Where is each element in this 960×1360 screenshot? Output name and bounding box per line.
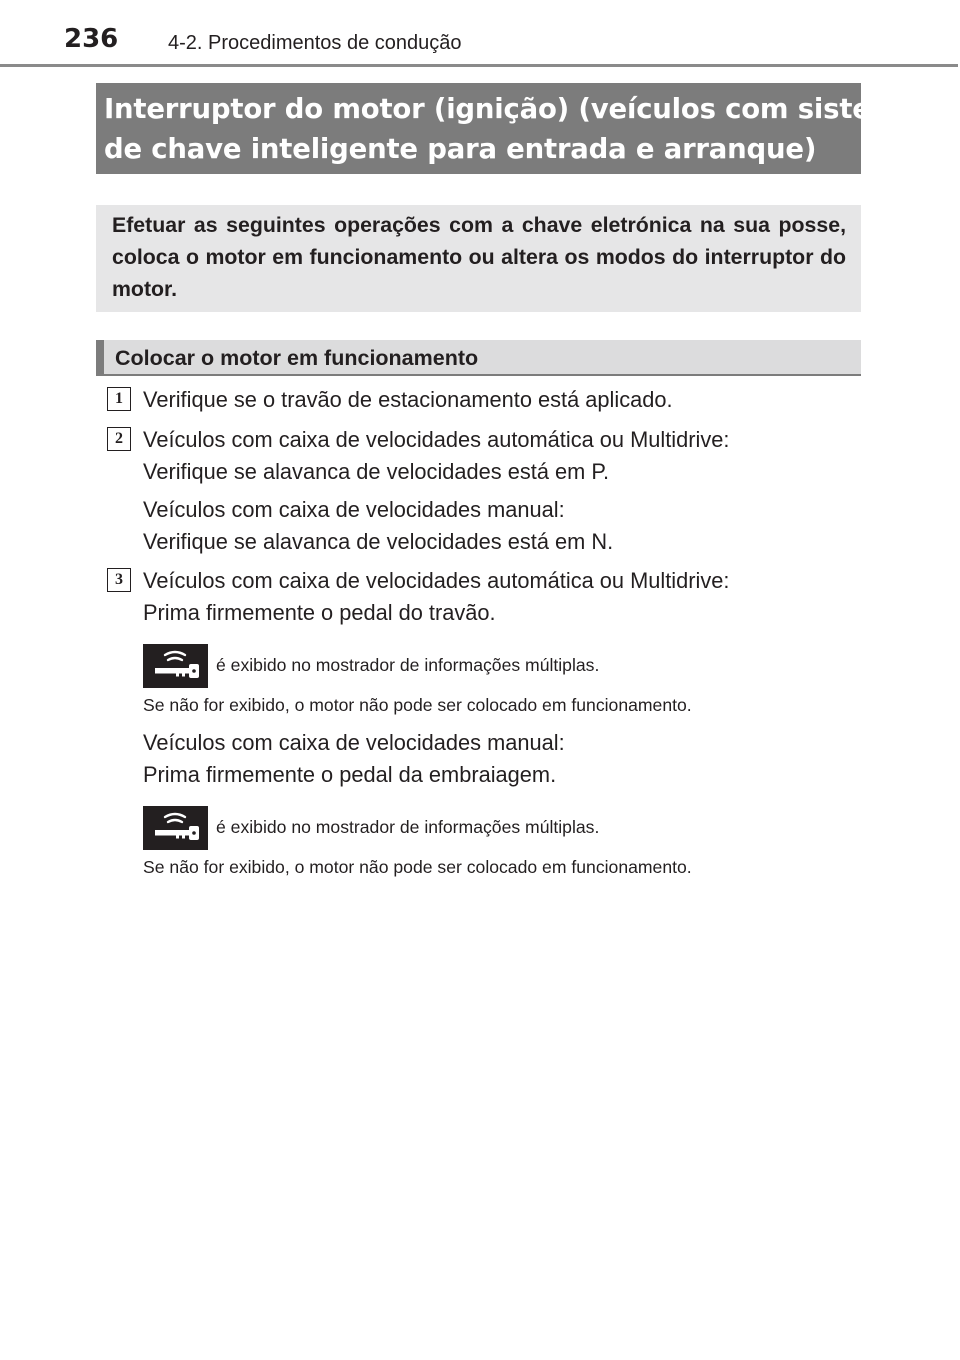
header-rule [0, 64, 958, 67]
page-header [0, 0, 960, 70]
intro-text: Efetuar as seguintes operações com a chave eletrónica na sua posse, coloca o motor em funcionamento ou altera os modos do interruptor do motor. [112, 213, 846, 301]
page-title-line-2: de chave inteligente para entrada e arranque) [104, 133, 817, 165]
key-indicator-icon [143, 644, 208, 688]
page-number: 236 [64, 24, 119, 54]
page-title-line-1: Interruptor do motor (ignição) (veículos com sistema [104, 93, 918, 125]
step-2-line-2: Verifique se alavanca de velocidades está em P. [143, 459, 610, 484]
note-2-indicator-text: é exibido no mostrador de informações múltiplas. [216, 817, 600, 837]
step-3-line-2: Prima firmemente o pedal do travão. [143, 600, 496, 625]
step-1-line-1: Verifique se o travão de estacionamento está aplicado. [143, 387, 673, 412]
step-number-3: 3 [107, 568, 131, 592]
note-1-warning-text: Se não for exibido, o motor não pode ser colocado em funcionamento. [143, 695, 692, 715]
step-3-line-1: Veículos com caixa de velocidades automática ou Multidrive: [143, 568, 730, 593]
step-number-2: 2 [107, 427, 131, 451]
page-title [96, 83, 918, 174]
section-label: 4-2. Procedimentos de condução [168, 32, 462, 54]
subsection-header [96, 340, 861, 376]
note-2-warning-text: Se não for exibido, o motor não pode ser colocado em funcionamento. [143, 857, 692, 877]
subsection-title: Colocar o motor em funcionamento [115, 346, 479, 370]
step-3-line-4: Prima firmemente o pedal da embraiagem. [143, 762, 557, 787]
step-2-line-1: Veículos com caixa de velocidades automática ou Multidrive: [143, 427, 730, 452]
step-number-1: 1 [107, 387, 131, 411]
key-indicator-icon [143, 806, 208, 850]
intro-box [96, 205, 861, 312]
step-2-line-3: Veículos com caixa de velocidades manual: [143, 497, 565, 522]
note-1-indicator-text: é exibido no mostrador de informações múltiplas. [216, 655, 600, 675]
step-3-line-3: Veículos com caixa de velocidades manual: [143, 730, 565, 755]
step-2-line-4: Verifique se alavanca de velocidades está em N. [143, 529, 614, 554]
